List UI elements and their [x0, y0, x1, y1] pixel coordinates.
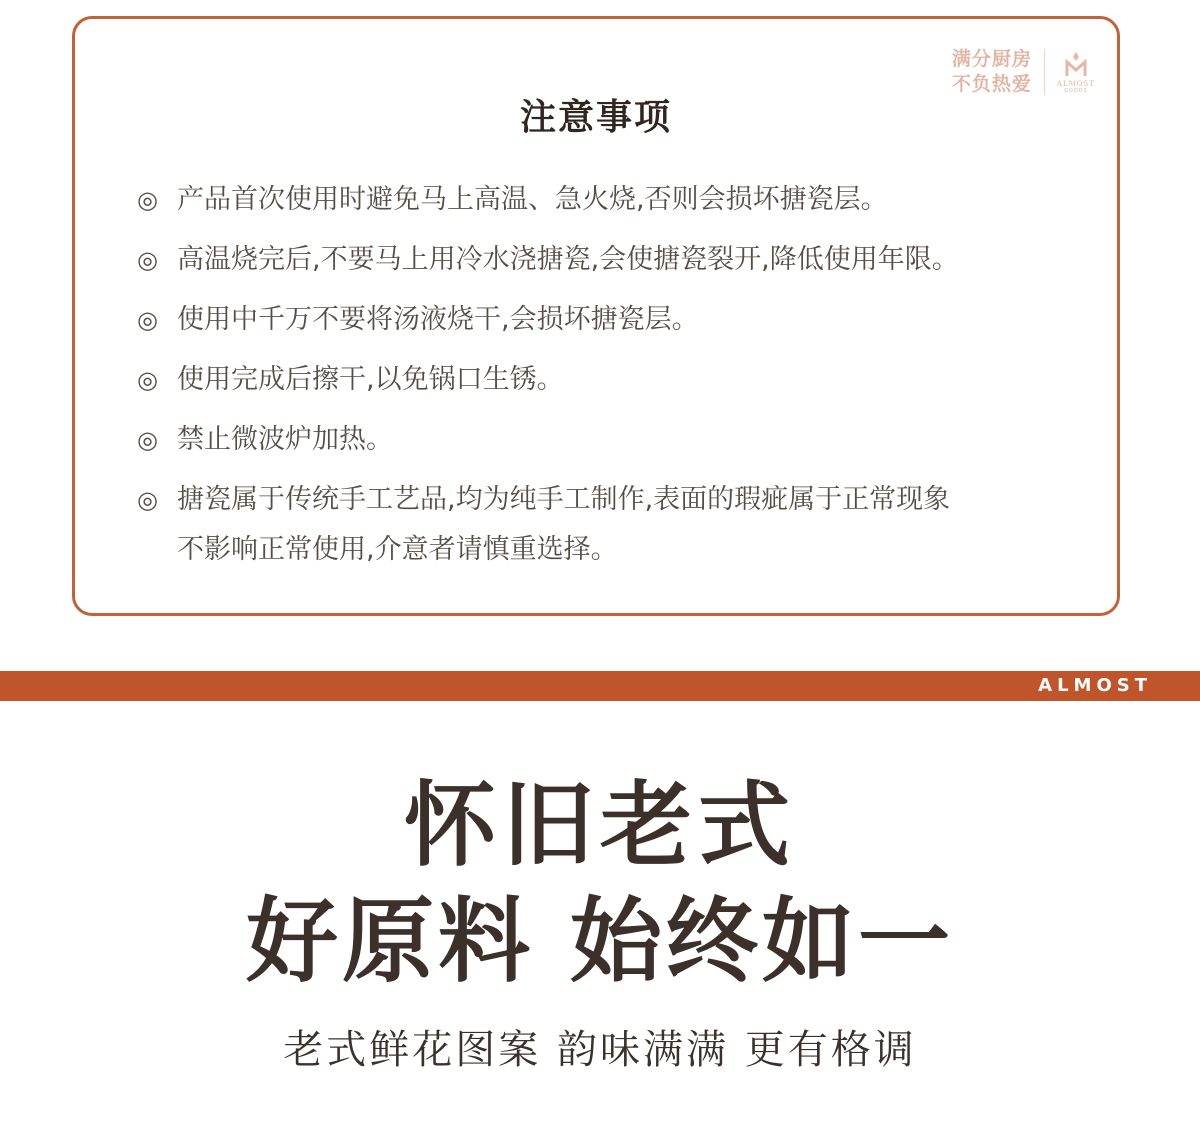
notice-text: 禁止微波炉加热。	[177, 424, 393, 455]
logo-slogan	[952, 47, 1032, 97]
notice-list	[137, 175, 1077, 585]
notice-card	[72, 16, 1120, 616]
notice-text-line: 搪瓷属于传统手工艺品,均为纯手工制作,表面的瑕疵属于正常现象	[177, 484, 951, 515]
bullet-icon: ◎	[137, 186, 158, 214]
notice-text	[177, 475, 1077, 575]
notice-item	[137, 415, 1077, 465]
notice-text-line: 不影响正常使用,介意者请慎重选择。	[177, 534, 618, 565]
wheat-m-icon	[1063, 50, 1089, 78]
logo-divider	[1044, 49, 1045, 95]
notice-item	[137, 475, 1077, 575]
notice-item	[137, 295, 1077, 345]
bullet-icon: ◎	[137, 246, 158, 274]
brand-bar-label: ALMOST	[1038, 675, 1152, 696]
logo-slogan-line2: 不负热爱	[951, 73, 1032, 95]
brand-logo	[952, 47, 1095, 97]
logo-slogan-line1: 满分厨房	[951, 48, 1032, 70]
notice-text: 高温烧完后,不要马上用冷水浇搪瓷,会使搪瓷裂开,降低使用年限。	[177, 244, 959, 275]
logo-mark	[1057, 50, 1095, 94]
notice-title: 注意事项	[519, 97, 672, 138]
bullet-icon: ◎	[137, 486, 158, 514]
bullet-icon: ◎	[137, 426, 158, 454]
notice-item	[137, 235, 1077, 285]
logo-brand-text: ALMOST	[1056, 80, 1095, 88]
notice-item	[137, 175, 1077, 225]
subline: 老式鲜花图案 韵味满满 更有格调	[283, 1027, 917, 1073]
notice-text: 使用中千万不要将汤液烧干,会损坏搪瓷层。	[177, 304, 699, 335]
headline-line2: 好原料 始终如一	[245, 888, 955, 995]
headline-line1: 怀旧老式	[403, 772, 796, 879]
brand-bar	[0, 671, 1200, 701]
bullet-icon: ◎	[137, 366, 158, 394]
notice-text: 使用完成后擦干,以免锅口生锈。	[177, 364, 564, 395]
notice-text: 产品首次使用时避免马上高温、急火烧,否则会损坏搪瓷层。	[177, 184, 888, 215]
bullet-icon: ◎	[137, 306, 158, 334]
notice-item	[137, 355, 1077, 405]
logo-brand-sub: GOODS	[1064, 88, 1088, 94]
